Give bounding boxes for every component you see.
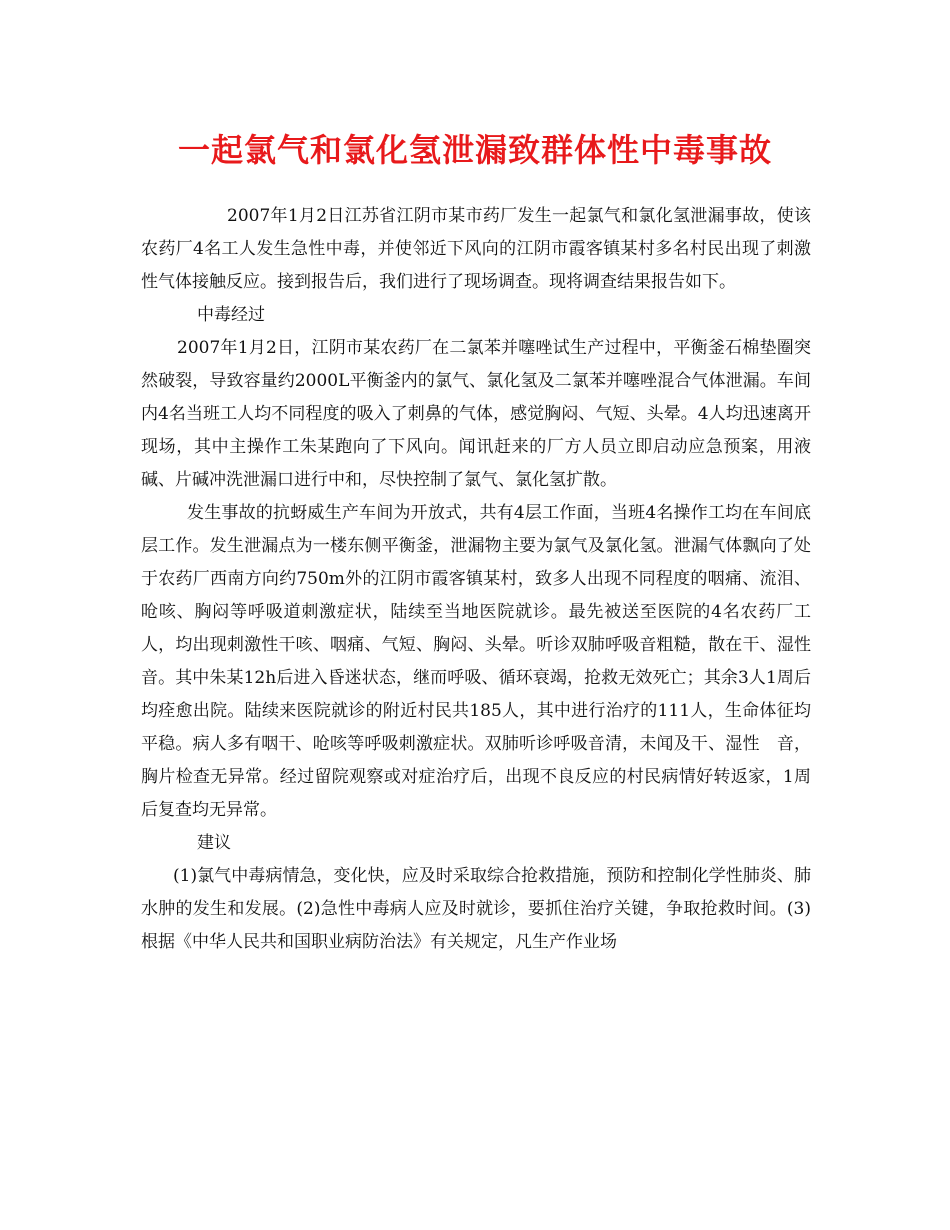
document-title: 一起氯气和氯化氢泄漏致群体性中毒事故 <box>177 131 772 169</box>
section-heading-process: 中毒经过 <box>197 305 265 325</box>
document-body <box>141 200 828 959</box>
section-heading-advice: 建议 <box>197 833 231 853</box>
paragraph-process-1: 2007年1月2日，江阴市某农药厂在二氯苯并噻唑试生产过程中，平衡釜石棉垫圈突然破裂，导致容量约2000L平衡釜内的氯气、氯化氢及二氯苯并噻唑混合气体泄漏。车间内4名当班工人均不同程度的吸入了刺鼻的气体，感觉胸闷、气短、头晕。4人均迅速离开现场，其中主操作工朱某跑向了下风向。闻讯赶来的厂方人员立即启动应急预案，用液碱、片碱冲洗泄漏口进行中和，尽快控制了氯气、氯化氢扩散。 <box>141 338 811 490</box>
paragraph-advice: (1)氯气中毒病情急，变化快，应及时采取综合抢救措施，预防和控制化学性肺炎、肺水肿的发生和发展。(2)急性中毒病人应及时就诊，要抓住治疗关键，争取抢救时间。(3)根据《中华人民共和国职业病防治法》有关规定，凡生产作业场 <box>141 866 811 952</box>
paragraph-intro: 2007年1月2日江苏省江阴市某市药厂发生一起氯气和氯化氢泄漏事故，使该农药厂4名工人发生急性中毒，并使邻近下风向的江阴市霞客镇某村多名村民出现了刺激性气体接触反应。接到报告后，我们进行了现场调查。现将调查结果报告如下。 <box>141 206 811 292</box>
paragraph-process-2: 发生事故的抗蚜威生产车间为开放式，共有4层工作面，当班4名操作工均在车间底层工作。发生泄漏点为一楼东侧平衡釜，泄漏物主要为氯气及氯化氢。泄漏气体飘向了处于农药厂西南方向约750m外的江阴市霞客镇某村，致多人出现不同程度的咽痛、流泪、呛咳、胸闷等呼吸道刺激症状，陆续至当地医院就诊。最先被送至医院的4名农药厂工人，均出现刺激性干咳、咽痛、气短、胸闷、头晕。听诊双肺呼吸音粗糙，散在干、湿性 音。其中朱某12h后进入昏迷状态，继而呼吸、循环衰竭，抢救无效死亡；其余3人1周后均痊愈出院。陆续来医院就诊的附近村民共185人，其中进行治疗的111人，生命体征均平稳。病人多有咽干、呛咳等呼吸刺激症状。双肺听诊呼吸音清，未闻及干、湿性 音，胸片检查无异常。经过留院观察或对症治疗后，出现不良反应的村民病情好转返家，1周后复查均无异常。 <box>141 503 828 820</box>
